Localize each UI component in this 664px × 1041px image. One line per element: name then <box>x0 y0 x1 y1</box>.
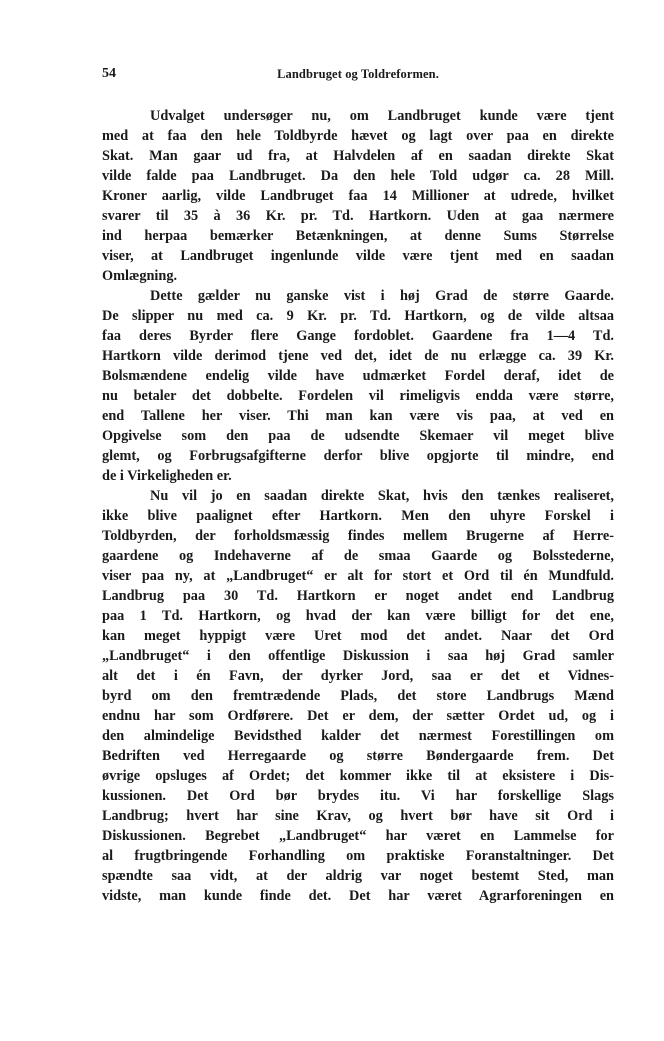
text-line: paa 1 Td. Hartkorn, og hvad der kan være billigt for det ene, <box>102 608 614 624</box>
text-line: vidste, man kunde finde det. Det har været Agrarforeningen en <box>102 888 614 904</box>
text-line: svarer til 35 à 36 Kr. pr. Td. Hartkorn. Uden at gaa nærmere <box>102 208 614 224</box>
text-line: spændte saa vidt, at der aldrig var noget bestemt Sted, man <box>102 868 614 884</box>
text-line: Bolsmændene endelig vilde have udmærket Fordel deraf, idet de <box>102 368 614 384</box>
text-line: den almindelige Bevidsthed kalder det nærmest Forestillingen om <box>102 728 614 744</box>
text-line: Omlægning. <box>102 268 178 284</box>
text-line: Kroner aarlig, vilde Landbruget faa 14 Millioner at udrede, hvilket <box>102 188 614 204</box>
page-header <box>102 66 614 86</box>
text-line: alt det i én Favn, der dyrker Jord, saa er det et Vidnes- <box>102 668 614 684</box>
text-line: ind herpaa bemærker Betænkningen, at denne Sums Størrelse <box>102 228 614 244</box>
text-line: med at faa den hele Toldbyrde hævet og lagt over paa en direkte <box>102 128 614 144</box>
running-title: Landbruget og Toldreformen. <box>277 67 439 81</box>
text-line: viser, at Landbruget ingenlunde vilde være tjent med en saadan <box>102 248 614 264</box>
text-line: Dette gælder nu ganske vist i høj Grad de større Gaarde. <box>150 288 614 304</box>
text-line: Opgivelse som den paa de udsendte Skemaer vil meget blive <box>102 428 614 444</box>
body-text <box>102 106 614 906</box>
text-line: kussionen. Det Ord bør brydes itu. Vi har forskellige Slags <box>102 788 614 804</box>
text-line: De slipper nu med ca. 9 Kr. pr. Td. Hartkorn, og de vilde altsaa <box>102 308 614 324</box>
text-line: kan meget hyppigt være Uret mod det andet. Naar det Ord <box>102 628 614 644</box>
text-line: viser paa ny, at „Landbruget“ er alt for stort et Ord til én Mundfuld. <box>102 568 614 584</box>
text-line: de i Virkeligheden er. <box>102 468 232 484</box>
text-line: Toldbyrden, der forholdsmæssig findes mellem Brugerne af Herre- <box>102 528 614 544</box>
text-line: end Tallene her viser. Thi man kan være vis paa, at ved en <box>102 408 614 424</box>
text-line: „Landbruget“ i den offentlige Diskussion i saa høj Grad samler <box>102 648 614 664</box>
text-line: byrd om den fremtrædende Plads, det store Landbrugs Mænd <box>102 688 614 704</box>
text-line: Diskussionen. Begrebet „Landbruget“ har været en Lammelse for <box>102 828 614 844</box>
text-line: Skat. Man gaar ud fra, at Halvdelen af en saadan direkte Skat <box>102 148 614 164</box>
text-line: Landbrug; hvert har sine Krav, og hvert bør have sit Ord i <box>102 808 614 824</box>
text-line: øvrige opsluges af Ordet; det kommer ikke til at eksistere i Dis- <box>102 768 614 784</box>
text-line: al frugtbringende Forhandling om praktiske Foranstaltninger. Det <box>102 848 614 864</box>
text-line: vilde falde paa Landbruget. Da den hele Told udgør ca. 28 Mill. <box>102 168 614 184</box>
text-line: glemt, og Forbrugsafgifterne derfor blive opgjorte til mindre, end <box>102 448 614 464</box>
text-line: endnu har som Ordførere. Det er dem, der sætter Ordet ud, og i <box>102 708 614 724</box>
text-line: Udvalget undersøger nu, om Landbruget kunde være tjent <box>150 108 614 124</box>
text-line: Hartkorn vilde derimod tjene ved det, idet de nu erlægge ca. 39 Kr. <box>102 348 614 364</box>
text-line: faa deres Byrder flere Gange fordoblet. Gaardene fra 1—4 Td. <box>102 328 614 344</box>
text-line: nu betaler det dobbelte. Fordelen vil rimeligvis endda være større, <box>102 388 614 404</box>
text-line: ikke blive paalignet efter Hartkorn. Men den uhyre Forskel i <box>102 508 614 524</box>
text-line: Nu vil jo en saadan direkte Skat, hvis den tænkes realiseret, <box>150 488 614 504</box>
text-line: Landbrug paa 30 Td. Hartkorn er noget andet end Landbrug <box>102 588 614 604</box>
text-line: gaardene og Indehaverne af de smaa Gaarde og Bolsstederne, <box>102 548 614 564</box>
text-line: Bedriften ved Herregaarde og større Bøndergaarde frem. Det <box>102 748 614 764</box>
page-number: 54 <box>102 66 116 81</box>
